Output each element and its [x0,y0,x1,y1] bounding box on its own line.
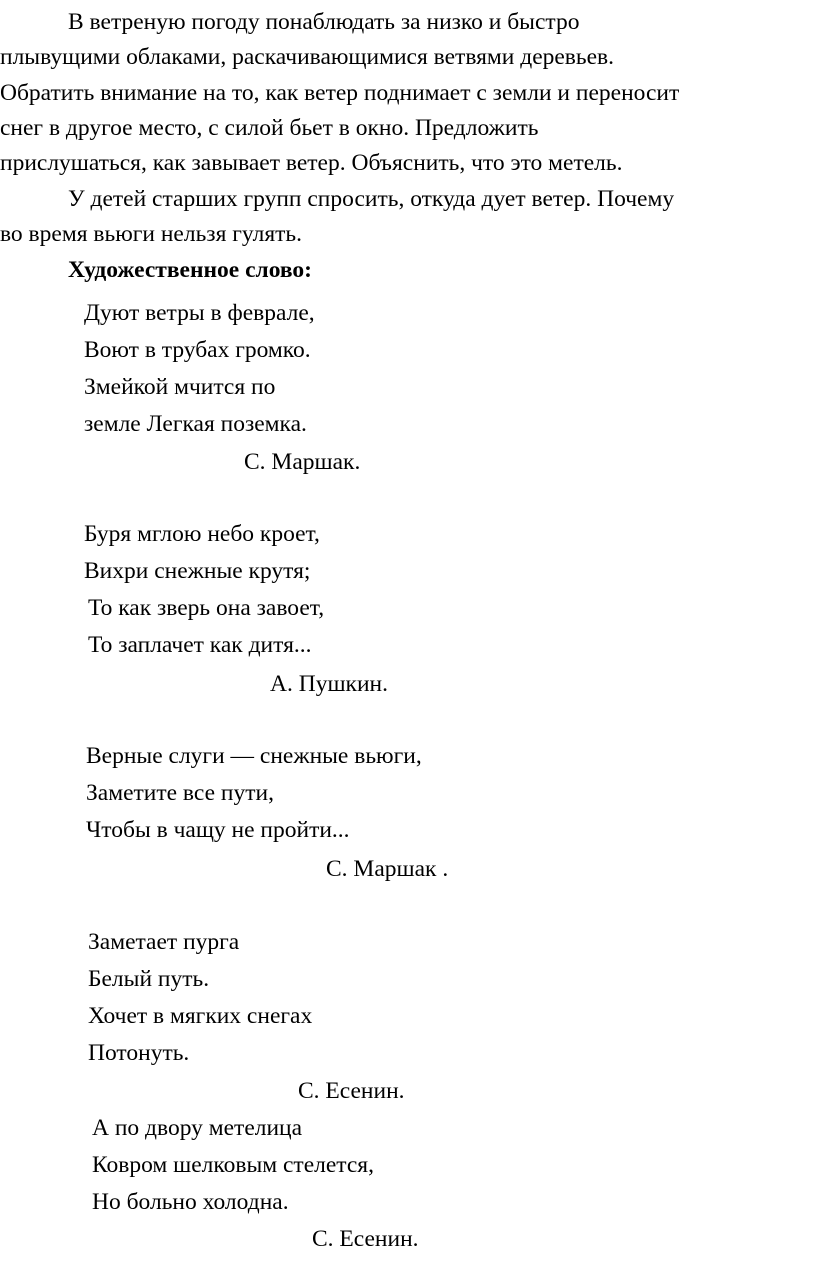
text-line: В ветреную погоду понаблюдать за низко и быстро [68,9,580,35]
poem-author: С. Маршак . [326,856,449,882]
poem-line: Дуют ветры в феврале, [84,300,315,326]
poem-line: Чтобы в чащу не пройти... [86,817,350,843]
poem-line: Потонуть. [88,1040,190,1066]
section-heading: Художественное слово: [68,257,312,283]
poem-line: Вихри снежные крутя; [84,558,311,584]
poem-line: Ковром шелковым стелется, [92,1152,374,1178]
poem-author: С. Есенин. [312,1226,419,1252]
text-line: во время вьюги нельзя гулять. [0,221,303,247]
poem-line: То как зверь она завоет, [88,595,325,621]
poem-line: Заметает пурга [88,929,240,955]
poem-author: С. Есенин. [298,1078,405,1104]
poem-author: А. Пушкин. [270,671,388,697]
poem-line: Верные слуги — снежные вьюги, [86,743,422,769]
poem-line: Хочет в мягких снегах [88,1003,313,1029]
poem-line: Белый путь. [88,966,210,992]
poem-line: земле Легкая поземка. [84,411,307,437]
text-line: Обратить внимание на то, как ветер поднимает с земли и переносит [0,80,680,106]
poem-author: С. Маршак. [244,449,361,475]
poem-line: Буря мглою небо кроет, [84,521,320,547]
poem-line: Воют в трубах громко. [84,337,311,363]
text-line: У детей старших групп спросить, откуда дует ветер. Почему [68,186,675,212]
poem-line: А по двору метелица [92,1115,303,1141]
poem-line: Заметите все пути, [86,780,274,806]
text-line: прислушаться, как завывает ветер. Объяснить, что это метель. [0,150,623,176]
poem-line: Но больно холодна. [92,1189,289,1215]
text-line: плывущими облаками, раскачивающимися ветвями деревьев. [0,44,615,70]
text-line: снег в другое место, с силой бьет в окно. Предложить [0,115,539,141]
poem-line: То заплачет как дитя... [88,632,312,658]
poem-line: Змейкой мчится по [84,374,276,400]
